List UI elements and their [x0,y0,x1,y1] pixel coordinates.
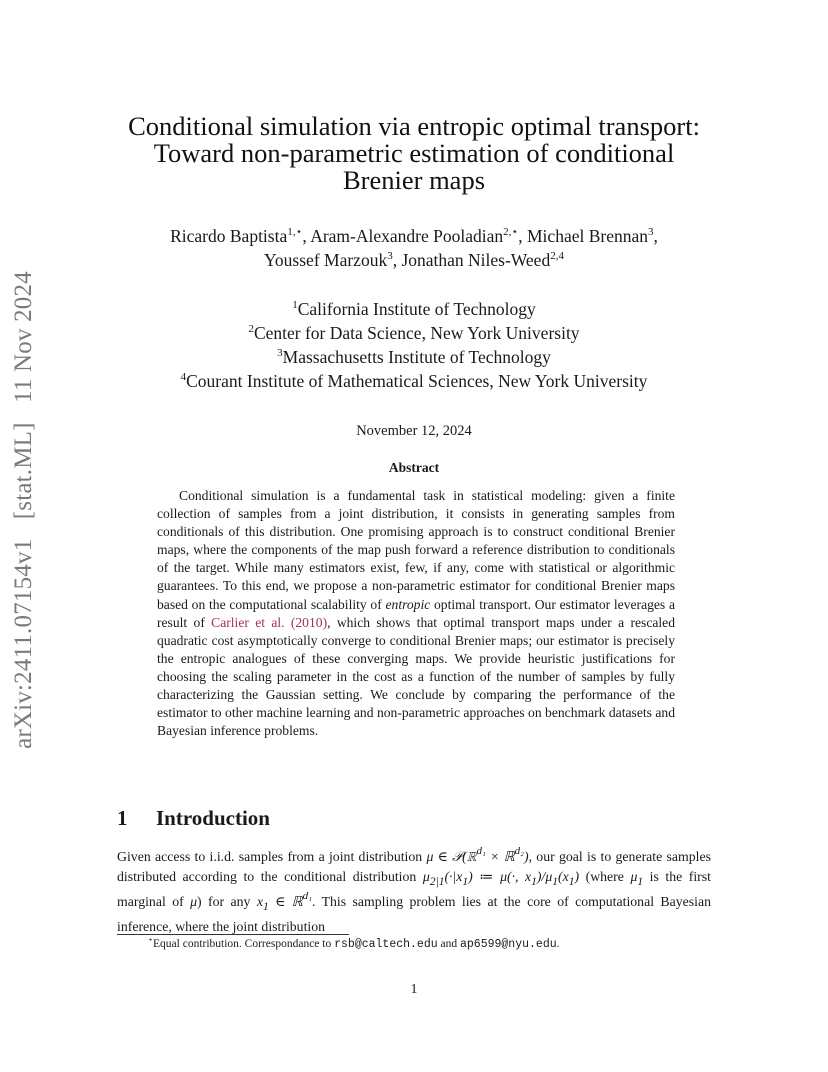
author-marks: 1,⋆ [287,226,303,238]
affiliation-name: Courant Institute of Mathematical Sciences, New York University [186,371,648,391]
citation-link[interactable]: Carlier et al. (2010) [211,614,328,630]
affiliation-name: Massachusetts Institute of Technology [282,347,551,367]
email-link[interactable]: rsb@caltech.edu [334,938,438,951]
footnote-mark: ⋆ [148,935,154,944]
footnote-text: Equal contribution. Correspondance to [153,938,335,950]
paper-title [0,113,828,194]
intro-text: ) for any [197,893,257,909]
page-number: 1 [410,982,418,997]
footnote-text: . [556,938,560,950]
author-name: Michael Brennan [527,226,648,246]
abstract-text: optimal transport. Our estimator leverages a result of [157,596,675,630]
footnote-text: and [437,938,460,950]
author-name: Youssef Marzouk [264,250,388,270]
math-expression: μ [190,893,198,909]
email-link[interactable]: ap6599@nyu.edu [460,938,557,951]
abstract-heading: Abstract [388,460,440,475]
section-number: 1 [117,806,128,830]
intro-text: (where [579,868,631,884]
affiliation [0,345,828,369]
affiliation-mark: 1 [292,299,298,311]
section-heading [117,806,270,831]
affiliation [0,297,828,321]
affiliation [0,369,828,393]
author-marks: 2,4 [550,250,564,262]
math-expression: $\mu_{2|1}(\cdot|x_1)$ ≔ μ(·, $x_1)/\mu_1(x_1)$ [422,868,580,888]
abstract-body [157,487,675,740]
affiliation [0,321,828,345]
affiliation-name: California Institute of Technology [297,299,536,319]
title-line: Brenier maps [342,165,486,195]
intro-text: , our goal is to generate samples distributed according to the conditional distribution [117,849,711,884]
math-expression: $\mu_1$ [630,868,644,888]
author-marks: 2,⋆ [503,226,519,238]
paper-date: November 12, 2024 [356,423,472,439]
author-list: Ricardo Baptista$^{1,⋆}$, Aram-Alexandre Pooladian$^{2,⋆}$, Michael Brennan$^3$, Youssef Marzouk$^3$, Jonathan Niles-Weed$^{2,4}$ [170,226,658,270]
affiliation-mark: 2 [248,323,254,335]
abstract-emphasis: entropic [385,596,431,612]
footnote [148,935,560,951]
math-expression: μ ∈ 𝒫(ℝ$^{d_1}$ × ℝ$^{d_2}$) [426,845,529,864]
section-title: Introduction [156,806,270,830]
author-marks: 3 [387,250,393,262]
abstract-text: , which shows that optimal transport maps under a rescaled quadratic cost asymptotically converge to conditional Brenier maps; our estimator is precisely the entropic analogues of these converging maps. We provide heuristic justifications for choosing the scaling parameter in the cost as a function of the number of samples by fully characterizing the Gaussian setting. We conclude by comparing the performance of the estimator to other machine learning and non-parametric approaches on benchmark datasets and Bayesian inference problems. [157,614,675,739]
affiliation-name: Center for Data Science, New York University [253,323,580,343]
title-line: Conditional simulation via entropic optimal transport: [128,111,700,141]
arxiv-date: 11 Nov 2024 [10,271,37,403]
author-name: Aram-Alexandre Pooladian [310,226,504,246]
intro-text: . This sampling problem lies at the core of computational Bayesian inference, where the joint distribution [117,893,712,935]
author-name: Jonathan Niles-Weed [401,250,551,270]
author-marks: 3 [648,226,654,238]
title-line: Toward non-parametric estimation of conditional [153,138,675,168]
intro-text: Given access to i.i.d. samples from a joint distribution [117,849,427,864]
affiliation-list [0,297,828,393]
author-name: Ricardo Baptista [170,226,288,246]
affiliation-mark: 3 [277,347,283,359]
arxiv-identifier: arXiv:2411.07154v1 [10,538,37,749]
affiliation-mark: 4 [180,371,187,383]
math-expression: $x_1$ ∈ ℝ$^{d_1}$ [256,889,312,913]
abstract-text: Conditional simulation is a fundamental task in statistical modeling: given a finite collection of samples from a joint distribution, it consists in generating samples from conditionals of this distribution. One promising approach is to construct conditional Brenier maps, where the components of the map push forward a reference distribution to conditionals of the target. While many estimators exist, few, if any, come with statistical or algorithmic guarantees. To this end, we propose a non-parametric estimator for conditional Brenier maps based on the computational scalability of [157,488,675,612]
intro-text: is the first marginal of [117,868,711,909]
arxiv-category: [stat.ML] [10,422,37,520]
intro-paragraph [117,847,711,937]
